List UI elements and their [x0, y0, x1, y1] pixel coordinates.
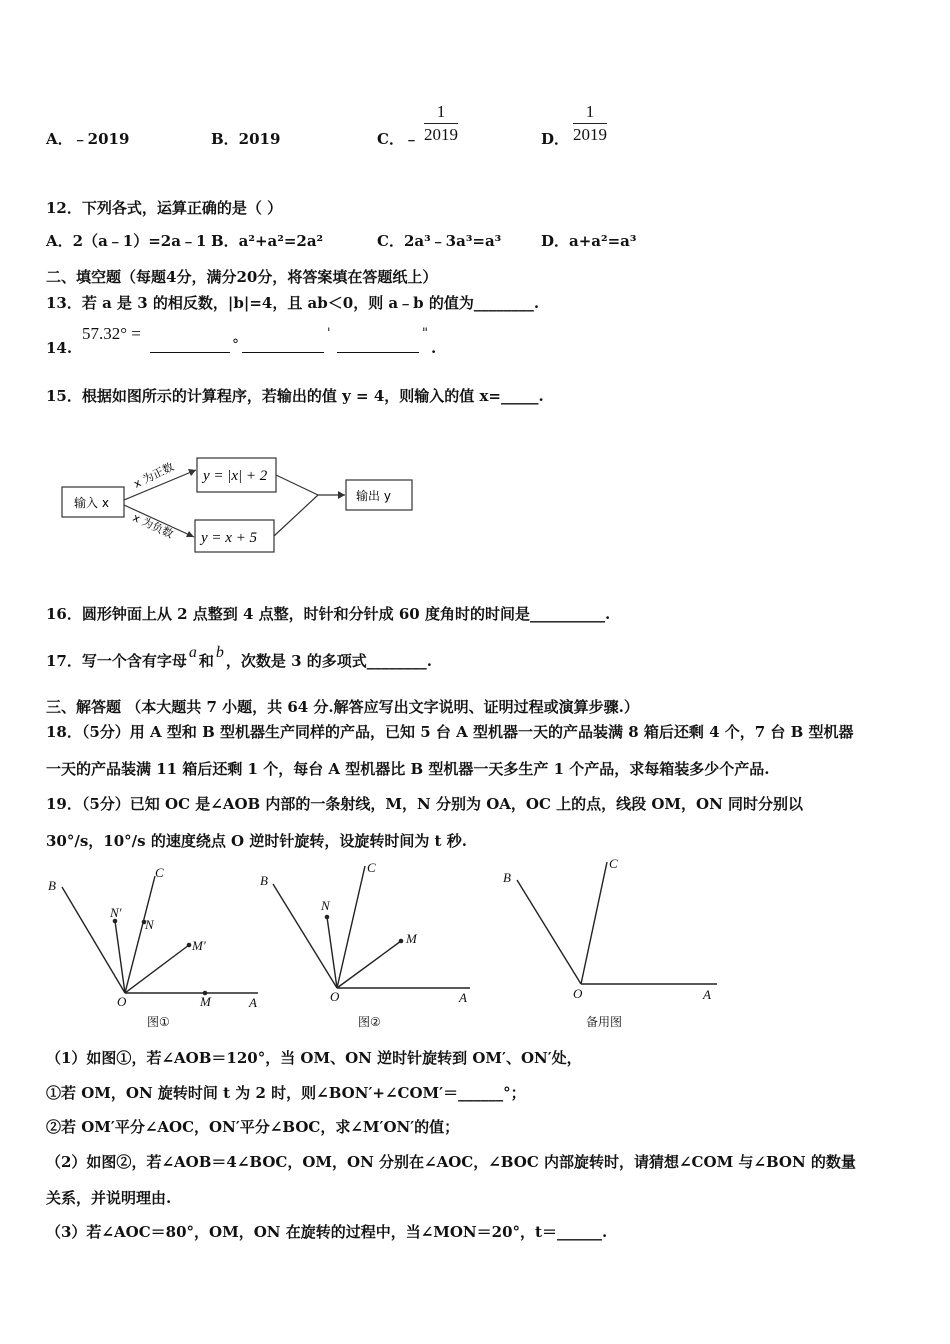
q14-expression: 57.32° =: [82, 324, 141, 343]
fig3-label-O: O: [573, 986, 583, 1001]
q18-line-1: 18．（5分）用 A 型和 B 型机器生产同样的产品，已知 5 台 A 型机器一天的产品装满 8 箱后还剩 4 个，7 台 B 型机器: [46, 723, 854, 741]
q12-option-a: A．2（a﹣1）=2a﹣1: [46, 232, 207, 250]
flowchart-branch-positive: x 为正数: [131, 460, 176, 491]
q19-part2-line-1: （2）如图②，若∠AOB＝4∠BOC，OM，ON 分别在∠AOC，∠BOC 内部旋转时，请猜想∠COM 与∠BON 的数量: [46, 1153, 856, 1171]
fraction-numerator: 1: [573, 102, 607, 124]
q12-stem: 12．下列各式，运算正确的是（ ）: [46, 199, 283, 217]
q14-number: 14.: [46, 339, 73, 357]
fig1-label-N: N: [145, 917, 154, 932]
fig3-label-A: A: [703, 987, 711, 1002]
q18-line-2: 一天的产品装满 11 箱后还剩 1 个，每台 A 型机器比 B 型机器一天多生产 1 个产品，求每箱装多少个产品.: [46, 760, 770, 778]
fig2-label-O: O: [330, 989, 340, 1004]
ray-OM1: [125, 945, 189, 993]
fraction-denominator: 2019: [573, 125, 607, 144]
section-heading-fill-in: 二、填空题（每题4分，满分20分，将答案填在答题纸上）: [46, 268, 438, 286]
q17-after: ，次数是 3 的多项式________.: [225, 652, 432, 670]
q14-minute-symbol: ': [327, 326, 331, 341]
fig1-label-C: C: [155, 865, 164, 880]
point-M1: [187, 943, 192, 948]
figure-backup: [517, 862, 717, 984]
fig2-label-B: B: [260, 873, 268, 888]
q14-end: .: [431, 339, 437, 357]
q11-option-b: B．2019: [211, 130, 281, 148]
q11-option-c: C．﹣: [377, 130, 419, 148]
fig2-caption: 图②: [358, 1015, 381, 1029]
fraction-denominator: 2019: [424, 125, 458, 144]
fig1-caption: 图①: [147, 1015, 170, 1029]
figure-2: [273, 866, 470, 988]
q12-option-d: D．a+a²=a³: [541, 232, 637, 250]
q12-option-c: C．2a³﹣3a³=a³: [377, 232, 502, 250]
ray-ON: [327, 917, 337, 988]
fig1-label-B: B: [48, 878, 56, 893]
fraction-numerator: 1: [424, 102, 458, 124]
figure-1: [62, 876, 258, 993]
q11-option-a: A．﹣2019: [46, 130, 130, 148]
fig1-label-M: M: [200, 994, 211, 1009]
flowchart-top-formula: y = |x| + 2: [203, 468, 268, 484]
q19-part2-line-2: 关系，并说明理由.: [46, 1189, 172, 1207]
section-heading-solutions: 三、解答题 （本大题共 7 小题，共 64 分.解答应写出文字说明、证明过程或演算步骤.）: [46, 698, 639, 716]
ray-OB: [517, 880, 581, 984]
q11-option-d: D．: [541, 130, 570, 148]
q15-text: 15．根据如图所示的计算程序，若输出的值 y = 4，则输入的值 x=_____.: [46, 387, 544, 405]
fig1-label-M1: M': [192, 938, 206, 953]
q19-part1b: ②若 OM′平分∠AOC，ON′平分∠BOC，求∠M′ON′的值；: [46, 1118, 460, 1136]
q17-letter-a: a: [188, 644, 197, 661]
ray-OC: [125, 876, 155, 993]
point-N: [325, 915, 330, 920]
q14-degree-symbol: °: [232, 337, 239, 353]
fig1-label-A: A: [249, 995, 257, 1010]
q13-text: 13．若 a 是 3 的相反数，|b|=4，且 ab＜0，则 a﹣b 的值为________.: [46, 294, 540, 312]
fig3-label-C: C: [609, 856, 618, 871]
fig2-label-N: N: [321, 898, 330, 913]
q19-line-1: 19．（5分）已知 OC 是∠AOB 内部的一条射线，M，N 分别为 OA，OC 上的点，线段 OM，ON 同时分别以: [46, 795, 804, 813]
q14-second-symbol: ": [422, 326, 428, 341]
q17-and: 和: [198, 652, 214, 670]
flowchart-input-label: 输入 x: [74, 496, 109, 510]
q19-part3: （3）若∠AOC＝80°，OM，ON 在旋转的过程中，当∠MON＝20°，t＝______.: [46, 1223, 608, 1241]
q19-part1: （1）如图①，若∠AOB＝120°，当 OM、ON 逆时针旋转到 OM′、ON′处，: [46, 1049, 582, 1067]
fig3-label-B: B: [503, 870, 511, 885]
flowchart-bottom-formula: y = x + 5: [201, 530, 258, 546]
fig3-caption: 备用图: [586, 1015, 623, 1029]
q19-part1a: ①若 OM，ON 旋转时间 t 为 2 时，则∠BON′+∠COM′＝______°；: [46, 1084, 526, 1102]
fig1-label-N1: N': [110, 905, 122, 920]
flowchart-branch-negative: x 为负数: [130, 510, 176, 541]
fig1-label-O: O: [117, 994, 127, 1009]
fig2-label-M: M: [406, 931, 417, 946]
fig2-label-A: A: [459, 990, 467, 1005]
q17-before: 17．写一个含有字母: [46, 652, 187, 670]
ray-OC: [581, 862, 607, 984]
flowchart-output-label: 输出 y: [356, 489, 391, 503]
q12-option-b: B．a²+a²=2a²: [211, 232, 324, 250]
point-M: [399, 939, 404, 944]
q19-line-2: 30°/s，10°/s 的速度绕点 O 逆时针旋转，设旋转时间为 t 秒.: [46, 832, 467, 850]
ray-ON1: [115, 921, 125, 993]
ray-OB: [62, 887, 125, 993]
q16-text: 16．圆形钟面上从 2 点整到 4 点整，时针和分针成 60 度角时的时间是__________.: [46, 605, 611, 623]
q17-letter-b: b: [215, 644, 224, 661]
fig2-label-C: C: [367, 860, 376, 875]
